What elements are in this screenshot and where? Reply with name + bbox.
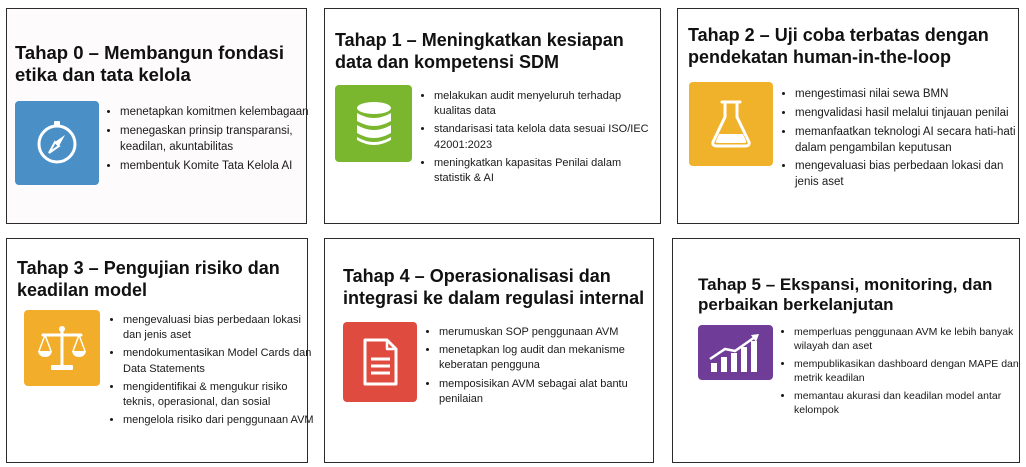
compass-icon: [32, 118, 82, 168]
bullet-item: • mengidentifikaі & mengukur risiko teknis, operasional, dan sosial: [123, 380, 315, 410]
stage-bullets: [426, 325, 659, 410]
bullet-item: • memantau akurasi dan keadilan model antar kelompok: [794, 389, 1019, 418]
bullet-item: • melakukan audit menyeluruh terhadap kualitas data: [434, 89, 659, 119]
bullet-item: • mengelola risiko dari penggunaan AVM: [123, 413, 315, 428]
bullet-item: • menetapkan komitmen kelembagaan: [120, 105, 315, 121]
stage-icon-box: [698, 325, 773, 380]
stage-icon-box: [335, 85, 412, 162]
bullet-item: • membentuk Komite Tata Kelola AI: [120, 159, 315, 175]
stage-title: Tahap 5 – Ekspansi, monitoring, dan perbaikan berkelanjutan: [698, 275, 993, 315]
scales-icon: [35, 323, 89, 373]
stage-card-0: [6, 8, 307, 224]
document-icon: [360, 337, 400, 387]
bullet-item: • mempublikasikan dashboard dengan MAPE dan metrik keadilan: [794, 357, 1019, 386]
stage-bullets: [110, 313, 315, 431]
flask-icon: [708, 98, 754, 150]
stage-card-2: [677, 8, 1019, 224]
bullet-item: • mengevaluasi bias perbedaan lokasi dan jenis aset: [123, 313, 315, 343]
stage-card-5: [672, 238, 1020, 463]
database-icon: [353, 99, 395, 149]
bullet-item: • memperluas penggunaan AVM ke lebih banyak wilayah dan aset: [794, 325, 1019, 354]
stage-bullets: [107, 105, 315, 177]
bullet-item: • menegaskan prinsip transparansi, keadilan, akuntabilitas: [120, 124, 315, 156]
stage-bullets: [421, 89, 659, 189]
stage-icon-box: [24, 310, 100, 386]
stage-title: Tahap 0 – Membangun fondasi etika dan tata kelola: [15, 42, 284, 86]
stage-bullets: [782, 87, 1026, 194]
growth-chart-icon: [707, 331, 765, 375]
bullet-item: • mengestimasi nilai sewa BMN: [795, 87, 1026, 103]
stage-icon-box: [343, 322, 417, 402]
stage-title: Tahap 4 – Operasionalisasi dan integrasi ke dalam regulasi internal: [343, 266, 645, 308]
bullet-item: • mengevaluasi bias perbedaan lokasi dan jenis aset: [795, 159, 1026, 191]
bullet-item: • memposisikan AVM sebagai alat bantu penilaian: [439, 377, 659, 407]
stage-icon-box: [689, 82, 773, 166]
bullet-item: • mengvalidasi hasil melalui tinjauan penilai: [795, 106, 1026, 122]
stage-card-3: [6, 238, 314, 463]
stage-card-4: [324, 238, 654, 463]
stage-bullets: [781, 325, 1019, 421]
bullet-item: • menetapkan log audit dan mekanisme keberatan pengguna: [439, 343, 659, 373]
stage-title: Tahap 3 – Pengujian risiko dan keadilan model: [17, 258, 280, 300]
stage-title: Tahap 2 – Uji coba terbatas dengan pendekatan human-in-the-loop: [688, 25, 989, 67]
stage-card-1: [324, 8, 661, 224]
stage-icon-box: [15, 101, 99, 185]
bullet-item: • merumuskan SOP penggunaan AVM: [439, 325, 659, 340]
bullet-item: • mendokumentasikan Model Cards dan Data Statements: [123, 346, 315, 376]
stage-title: Tahap 1 – Meningkatkan kesiapan data dan kompetensi SDM: [335, 30, 624, 72]
bullet-item: • memanfaatkan teknologi AI secara hati-hati dalam pengambilan keputusan: [795, 125, 1026, 157]
bullet-item: • standarisasi tata kelola data sesuai ISO/IEC 42001:2023: [434, 122, 659, 152]
bullet-item: • meningkatkan kapasitas Penilai dalam statistik & AI: [434, 156, 659, 186]
